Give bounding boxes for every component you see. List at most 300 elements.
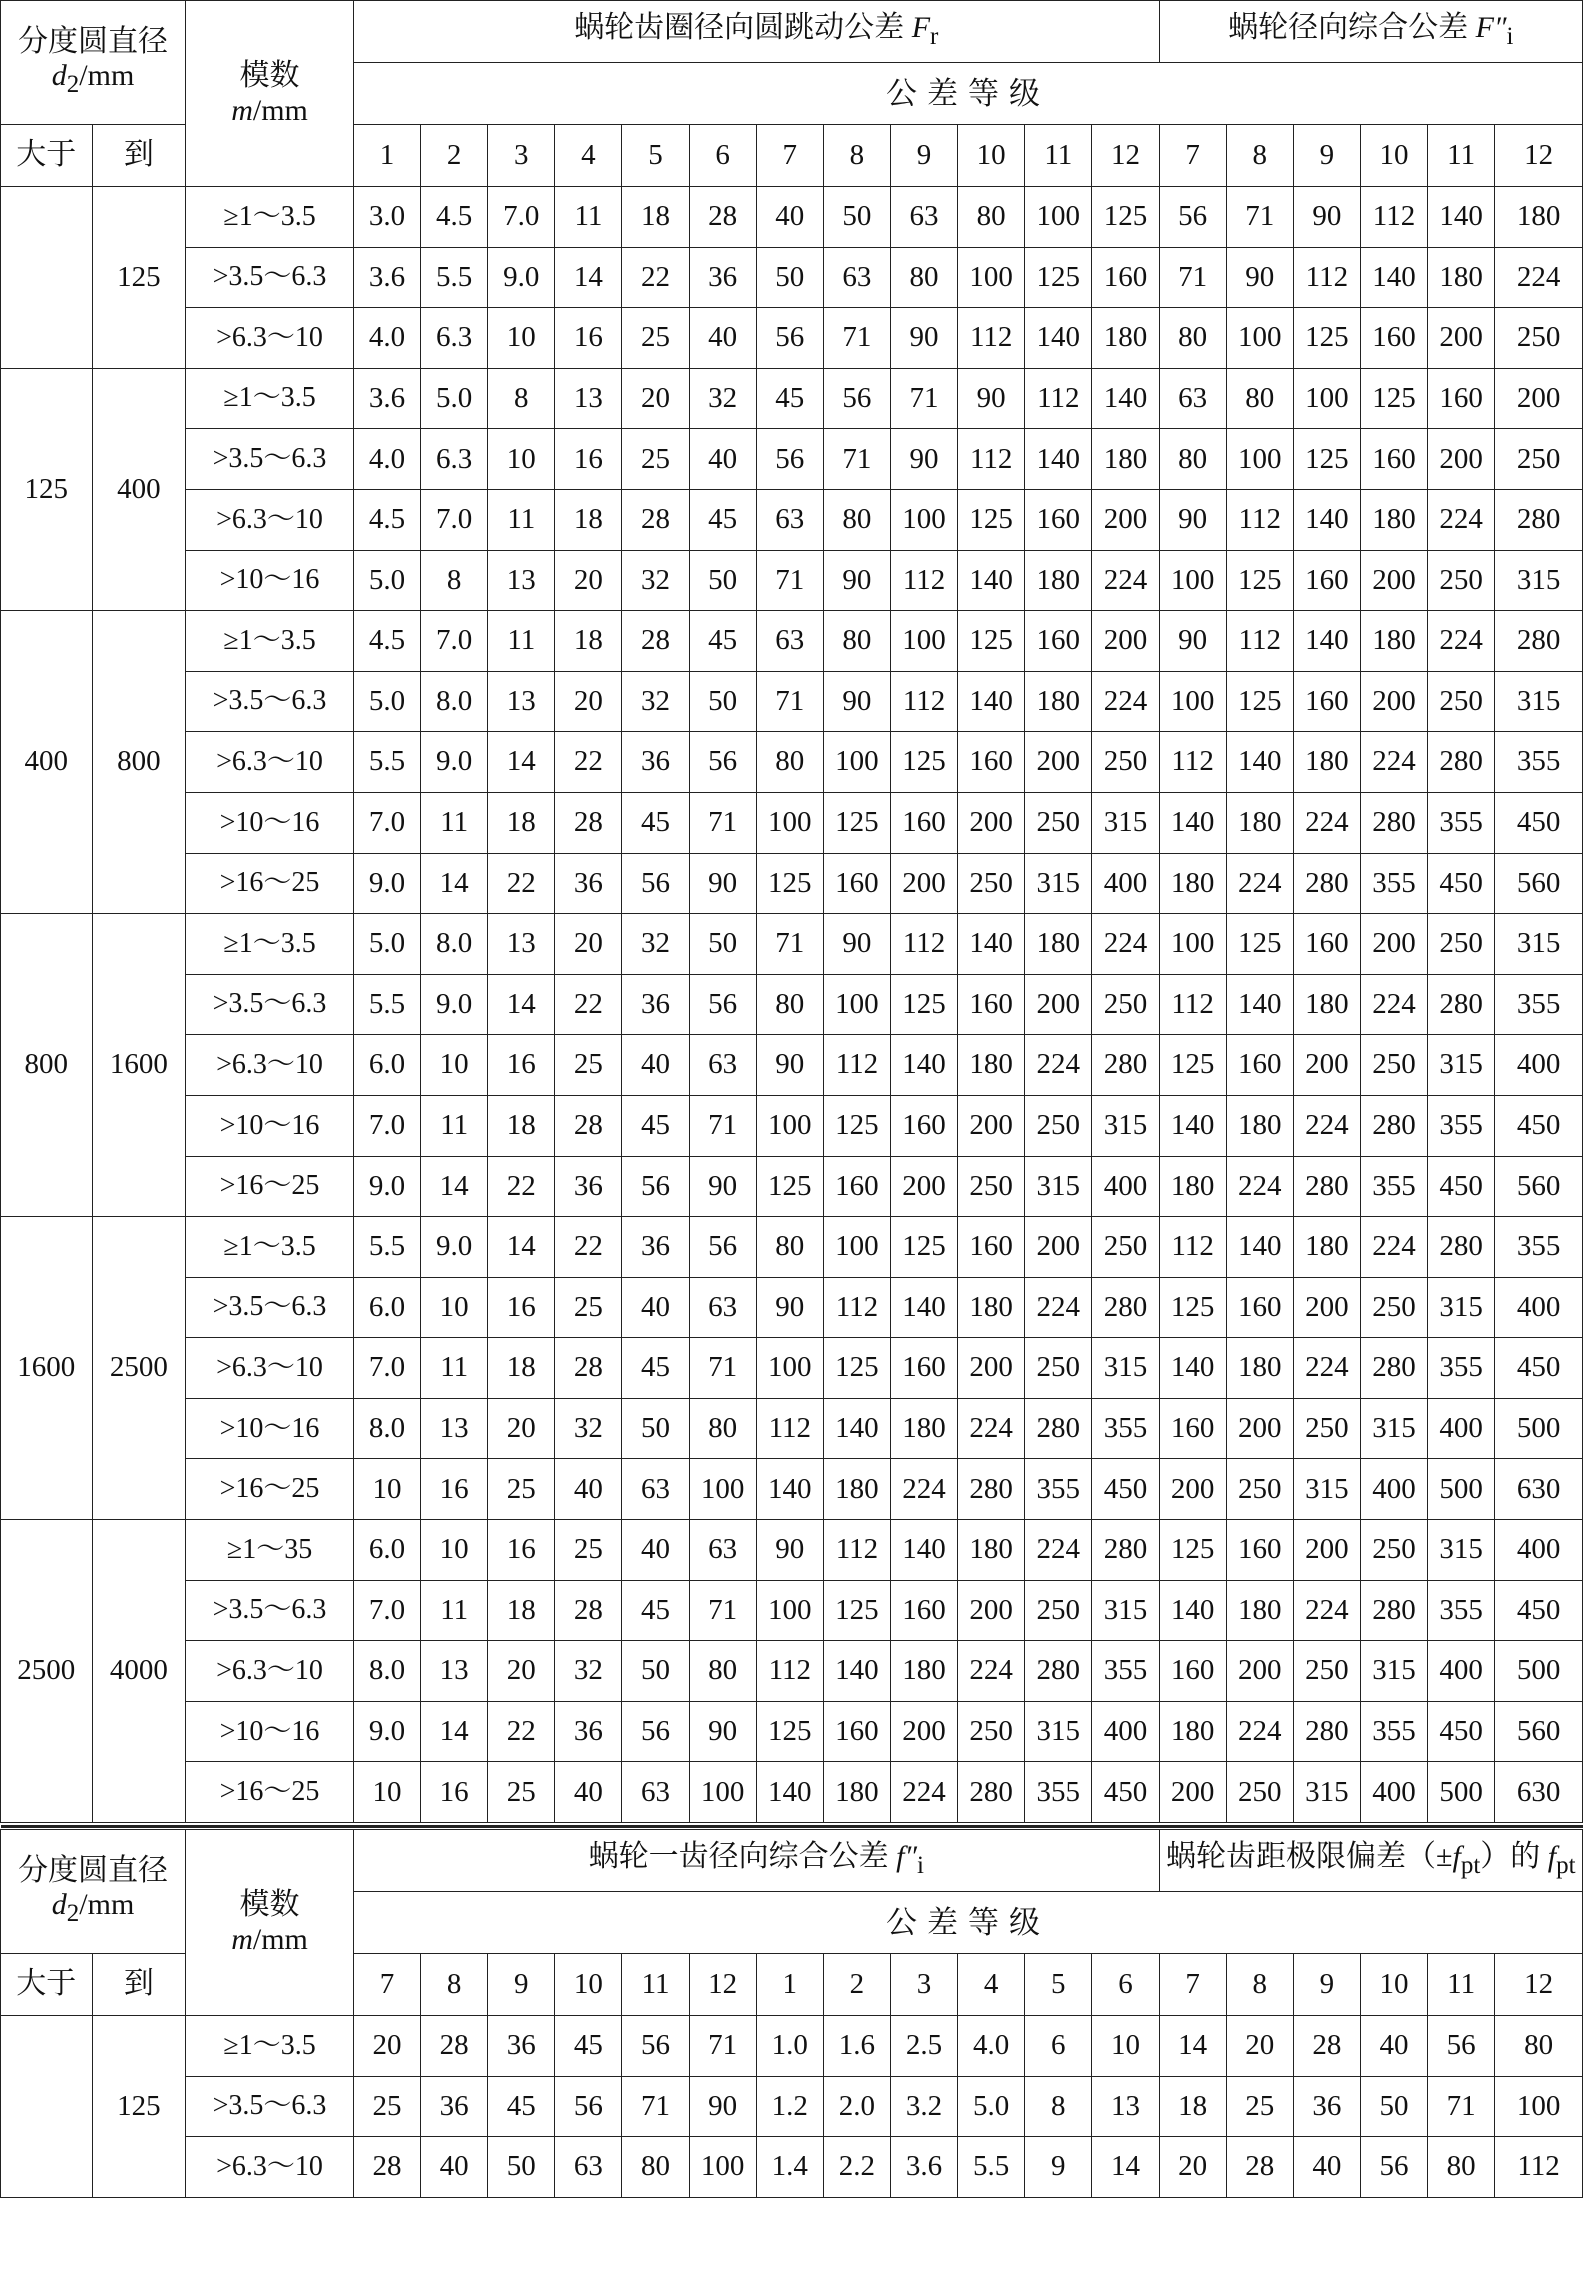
grade-column-9: 9 <box>1293 1954 1360 2016</box>
value-cell: 160 <box>1092 247 1159 308</box>
value-cell: 112 <box>756 1398 823 1459</box>
value-cell: 125 <box>958 489 1025 550</box>
value-cell: 13 <box>555 368 622 429</box>
value-cell: 100 <box>756 1580 823 1641</box>
grade-column-8: 8 <box>421 1954 488 2016</box>
value-cell: 20 <box>622 368 689 429</box>
value-cell: 160 <box>1293 671 1360 732</box>
value-cell: 40 <box>756 187 823 248</box>
value-cell: 250 <box>1428 550 1495 611</box>
group1-header <box>353 1830 1159 1892</box>
value-cell: 140 <box>1025 429 1092 490</box>
value-cell: 315 <box>1293 1762 1360 1823</box>
value-cell: 50 <box>488 2137 555 2198</box>
value-cell: 140 <box>1226 732 1293 793</box>
value-cell: 250 <box>1092 974 1159 1035</box>
value-cell: 280 <box>1092 1035 1159 1096</box>
value-cell: 160 <box>823 1156 890 1217</box>
value-cell: 355 <box>1025 1459 1092 1520</box>
value-cell: 200 <box>958 1095 1025 1156</box>
value-cell: 25 <box>1226 2076 1293 2137</box>
value-cell: 180 <box>958 1035 1025 1096</box>
value-cell: 40 <box>689 429 756 490</box>
value-cell: 10 <box>421 1035 488 1096</box>
value-cell: 180 <box>1226 792 1293 853</box>
value-cell: 400 <box>1495 1277 1583 1338</box>
value-cell: 63 <box>756 611 823 672</box>
value-cell: 280 <box>1360 1580 1427 1641</box>
diameter-over-cell: 125 <box>1 368 93 610</box>
to-header: 到 <box>92 125 186 187</box>
value-cell: 63 <box>689 1035 756 1096</box>
value-cell: 63 <box>689 1520 756 1581</box>
value-cell: 224 <box>1428 489 1495 550</box>
value-cell: 80 <box>756 974 823 1035</box>
module-cell: ≥1～3.5 <box>186 914 354 975</box>
grade-column-10: 10 <box>1360 1954 1427 2016</box>
diameter-to-cell: 4000 <box>92 1520 186 1823</box>
value-cell: 400 <box>1360 1762 1427 1823</box>
value-cell: 71 <box>756 914 823 975</box>
value-cell: 36 <box>689 247 756 308</box>
value-cell: 280 <box>1360 1338 1427 1399</box>
grade-column-9: 9 <box>890 125 957 187</box>
value-cell: 125 <box>1159 1277 1226 1338</box>
value-cell: 125 <box>1159 1520 1226 1581</box>
value-cell: 45 <box>689 611 756 672</box>
value-cell: 180 <box>823 1459 890 1520</box>
value-cell: 560 <box>1495 1701 1583 1762</box>
value-cell: 355 <box>1428 1580 1495 1641</box>
value-cell: 22 <box>555 1217 622 1278</box>
value-cell: 280 <box>1428 974 1495 1035</box>
grade-column-1: 1 <box>756 1954 823 2016</box>
grade-column-11: 11 <box>1428 1954 1495 2016</box>
value-cell: 90 <box>689 2076 756 2137</box>
module-cell: >3.5～6.3 <box>186 1277 354 1338</box>
value-cell: 8 <box>421 550 488 611</box>
table-row <box>1 611 1583 672</box>
value-cell: 315 <box>1025 1701 1092 1762</box>
value-cell: 36 <box>555 1156 622 1217</box>
grade-header: 公差等级 <box>353 1892 1582 1954</box>
value-cell: 180 <box>1293 732 1360 793</box>
module-cell: ≥1～3.5 <box>186 187 354 248</box>
grade-column-11: 11 <box>1428 125 1495 187</box>
value-cell: 315 <box>1495 550 1583 611</box>
group1-label: 蜗轮齿圈径向圆跳动公差 <box>574 11 912 45</box>
value-cell: 28 <box>689 187 756 248</box>
value-cell: 140 <box>1092 368 1159 429</box>
value-cell: 100 <box>756 792 823 853</box>
group1-symbol: F <box>911 11 931 45</box>
value-cell: 45 <box>488 2076 555 2137</box>
value-cell: 200 <box>1293 1277 1360 1338</box>
value-cell: 112 <box>890 550 957 611</box>
value-cell: 250 <box>958 853 1025 914</box>
value-cell: 14 <box>421 1156 488 1217</box>
value-cell: 50 <box>756 247 823 308</box>
value-cell: 13 <box>1092 2076 1159 2137</box>
module-cell: >3.5～6.3 <box>186 974 354 1035</box>
value-cell: 280 <box>1092 1520 1159 1581</box>
value-cell: 250 <box>1092 732 1159 793</box>
value-cell: 224 <box>1495 247 1583 308</box>
value-cell: 71 <box>689 1095 756 1156</box>
grade-column-5: 5 <box>622 125 689 187</box>
value-cell: 5.0 <box>958 2076 1025 2137</box>
value-cell: 36 <box>1293 2076 1360 2137</box>
value-cell: 25 <box>622 429 689 490</box>
value-cell: 5.5 <box>353 974 420 1035</box>
value-cell: 63 <box>689 1277 756 1338</box>
value-cell: 140 <box>1360 247 1427 308</box>
value-cell: 80 <box>1159 429 1226 490</box>
module-unit: /mm <box>252 93 308 127</box>
value-cell: 280 <box>958 1762 1025 1823</box>
value-cell: 11 <box>555 187 622 248</box>
value-cell: 100 <box>1293 368 1360 429</box>
value-cell: 1.6 <box>823 2016 890 2077</box>
value-cell: 4.0 <box>353 429 420 490</box>
value-cell: 56 <box>1428 2016 1495 2077</box>
value-cell: 500 <box>1495 1641 1583 1702</box>
value-cell: 2.2 <box>823 2137 890 2198</box>
value-cell: 28 <box>421 2016 488 2077</box>
value-cell: 25 <box>488 1459 555 1520</box>
grade-column-10: 10 <box>1360 125 1427 187</box>
group2-symbol-a: f <box>1452 1840 1461 1874</box>
value-cell: 160 <box>1159 1398 1226 1459</box>
value-cell: 100 <box>958 247 1025 308</box>
value-cell: 36 <box>622 732 689 793</box>
value-cell: 16 <box>421 1459 488 1520</box>
value-cell: 140 <box>1159 1580 1226 1641</box>
module-cell: >6.3～10 <box>186 2137 354 2198</box>
value-cell: 224 <box>1092 550 1159 611</box>
value-cell: 25 <box>353 2076 420 2137</box>
value-cell: 180 <box>1428 247 1495 308</box>
value-cell: 224 <box>1025 1520 1092 1581</box>
value-cell: 100 <box>689 1459 756 1520</box>
value-cell: 1.2 <box>756 2076 823 2137</box>
value-cell: 11 <box>488 489 555 550</box>
value-cell: 40 <box>1360 2016 1427 2077</box>
value-cell: 224 <box>1226 1701 1293 1762</box>
value-cell: 200 <box>1495 368 1583 429</box>
value-cell: 140 <box>756 1459 823 1520</box>
value-cell: 315 <box>1025 853 1092 914</box>
value-cell: 7.0 <box>353 792 420 853</box>
grade-column-3: 3 <box>488 125 555 187</box>
grade-column-7: 7 <box>1159 1954 1226 2016</box>
value-cell: 32 <box>689 368 756 429</box>
value-cell: 400 <box>1092 1701 1159 1762</box>
value-cell: 280 <box>1360 1095 1427 1156</box>
value-cell: 40 <box>1293 2137 1360 2198</box>
value-cell: 250 <box>1226 1459 1293 1520</box>
table-row <box>1 1520 1583 1581</box>
value-cell: 180 <box>1226 1095 1293 1156</box>
value-cell: 100 <box>756 1338 823 1399</box>
value-cell: 20 <box>555 671 622 732</box>
module-cell: >3.5～6.3 <box>186 2076 354 2137</box>
value-cell: 28 <box>555 792 622 853</box>
module-unit-line <box>186 94 353 129</box>
value-cell: 100 <box>1159 671 1226 732</box>
module-cell: ≥1～35 <box>186 1520 354 1581</box>
value-cell: 80 <box>823 489 890 550</box>
value-cell: 125 <box>890 732 957 793</box>
grade-header: 公差等级 <box>353 63 1582 125</box>
value-cell: 11 <box>488 611 555 672</box>
value-cell: 80 <box>823 611 890 672</box>
value-cell: 200 <box>1293 1520 1360 1581</box>
table-separator <box>1 1823 1583 1830</box>
value-cell: 200 <box>958 1338 1025 1399</box>
value-cell: 160 <box>1293 550 1360 611</box>
value-cell: 100 <box>890 611 957 672</box>
value-cell: 140 <box>1159 1338 1226 1399</box>
table-row <box>1 1217 1583 1278</box>
value-cell: 180 <box>1092 308 1159 369</box>
value-cell: 3.0 <box>353 187 420 248</box>
value-cell: 6.0 <box>353 1520 420 1581</box>
value-cell: 56 <box>689 1217 756 1278</box>
diameter-to-cell: 800 <box>92 611 186 914</box>
diameter-over-cell <box>1 187 93 369</box>
value-cell: 32 <box>622 914 689 975</box>
value-cell: 25 <box>555 1520 622 1581</box>
value-cell: 125 <box>1226 550 1293 611</box>
value-cell: 45 <box>622 1580 689 1641</box>
value-cell: 100 <box>689 1762 756 1823</box>
value-cell: 80 <box>958 187 1025 248</box>
value-cell: 125 <box>890 1217 957 1278</box>
value-cell: 400 <box>1092 1156 1159 1217</box>
value-cell: 63 <box>890 187 957 248</box>
value-cell: 11 <box>421 1338 488 1399</box>
value-cell: 112 <box>1293 247 1360 308</box>
value-cell: 40 <box>555 1459 622 1520</box>
grade-column-10: 10 <box>555 1954 622 2016</box>
value-cell: 4.0 <box>353 308 420 369</box>
value-cell: 40 <box>622 1520 689 1581</box>
value-cell: 450 <box>1092 1762 1159 1823</box>
diameter-to-cell: 1600 <box>92 914 186 1217</box>
value-cell: 224 <box>1360 974 1427 1035</box>
value-cell: 280 <box>1495 489 1583 550</box>
value-cell: 11 <box>421 1580 488 1641</box>
module-unit-line <box>186 1923 353 1958</box>
grade-column-8: 8 <box>1226 1954 1293 2016</box>
value-cell: 9.0 <box>353 1156 420 1217</box>
value-cell: 315 <box>1293 1459 1360 1520</box>
value-cell: 224 <box>890 1459 957 1520</box>
value-cell: 40 <box>689 308 756 369</box>
value-cell: 40 <box>421 2137 488 2198</box>
module-cell: >3.5～6.3 <box>186 247 354 308</box>
value-cell: 100 <box>1226 308 1293 369</box>
value-cell: 200 <box>1159 1762 1226 1823</box>
value-cell: 80 <box>1428 2137 1495 2198</box>
value-cell: 180 <box>958 1520 1025 1581</box>
value-cell: 16 <box>488 1520 555 1581</box>
value-cell: 315 <box>1428 1277 1495 1338</box>
value-cell: 10 <box>353 1459 420 1520</box>
value-cell: 71 <box>823 429 890 490</box>
value-cell: 90 <box>890 308 957 369</box>
value-cell: 3.6 <box>353 247 420 308</box>
value-cell: 3.2 <box>890 2076 957 2137</box>
table-row <box>1 1035 1583 1096</box>
value-cell: 25 <box>555 1035 622 1096</box>
module-cell: >10～16 <box>186 792 354 853</box>
group1-label: 蜗轮一齿径向综合公差 <box>588 1840 897 1874</box>
value-cell: 355 <box>1360 1701 1427 1762</box>
module-symbol: m <box>231 1922 253 1956</box>
value-cell: 180 <box>1159 853 1226 914</box>
value-cell: 56 <box>622 853 689 914</box>
value-cell: 100 <box>823 1217 890 1278</box>
value-cell: 28 <box>1226 2137 1293 2198</box>
table-row <box>1 671 1583 732</box>
value-cell: 10 <box>421 1520 488 1581</box>
value-cell: 280 <box>1092 1277 1159 1338</box>
value-cell: 180 <box>1226 1580 1293 1641</box>
value-cell: 80 <box>756 732 823 793</box>
value-cell: 224 <box>1293 1580 1360 1641</box>
value-cell: 200 <box>1025 974 1092 1035</box>
diameter-to-cell: 400 <box>92 368 186 610</box>
value-cell: 315 <box>1092 1095 1159 1156</box>
value-cell: 14 <box>488 1217 555 1278</box>
value-cell: 9.0 <box>421 732 488 793</box>
value-cell: 140 <box>1226 974 1293 1035</box>
value-cell: 125 <box>958 611 1025 672</box>
value-cell: 125 <box>1159 1035 1226 1096</box>
value-cell: 112 <box>958 308 1025 369</box>
value-cell: 25 <box>488 1762 555 1823</box>
value-cell: 18 <box>488 1338 555 1399</box>
value-cell: 125 <box>1293 429 1360 490</box>
table-row <box>1 853 1583 914</box>
module-cell: >3.5～6.3 <box>186 671 354 732</box>
value-cell: 280 <box>1428 732 1495 793</box>
value-cell: 500 <box>1428 1459 1495 1520</box>
value-cell: 16 <box>488 1035 555 1096</box>
grade-column-7: 7 <box>1159 125 1226 187</box>
value-cell: 125 <box>823 792 890 853</box>
group2-label: 蜗轮径向综合公差 <box>1228 11 1476 45</box>
group2-label-prefix: 蜗轮齿距极限偏差（± <box>1166 1840 1453 1874</box>
value-cell: 9.0 <box>421 1217 488 1278</box>
value-cell: 250 <box>1360 1520 1427 1581</box>
value-cell: 315 <box>1428 1520 1495 1581</box>
value-cell: 90 <box>689 853 756 914</box>
value-cell: 200 <box>1092 489 1159 550</box>
value-cell: 14 <box>488 732 555 793</box>
value-cell: 630 <box>1495 1459 1583 1520</box>
value-cell: 140 <box>1226 1217 1293 1278</box>
value-cell: 125 <box>823 1095 890 1156</box>
value-cell: 280 <box>1495 611 1583 672</box>
value-cell: 63 <box>555 2137 622 2198</box>
value-cell: 56 <box>555 2076 622 2137</box>
value-cell: 28 <box>555 1580 622 1641</box>
value-cell: 5.5 <box>353 732 420 793</box>
value-cell: 71 <box>1428 2076 1495 2137</box>
table-row <box>1 1095 1583 1156</box>
value-cell: 45 <box>555 2016 622 2077</box>
to-header: 到 <box>92 1954 186 2016</box>
value-cell: 250 <box>1226 1762 1293 1823</box>
group2-header <box>1159 1 1582 63</box>
diameter-unit: /mm <box>79 1888 135 1922</box>
value-cell: 160 <box>1293 914 1360 975</box>
value-cell: 71 <box>689 2016 756 2077</box>
value-cell: 90 <box>823 914 890 975</box>
value-cell: 280 <box>1293 1701 1360 1762</box>
value-cell: 90 <box>1159 489 1226 550</box>
value-cell: 25 <box>555 1277 622 1338</box>
value-cell: 200 <box>890 853 957 914</box>
diameter-subscript: 2 <box>66 1900 80 1928</box>
value-cell: 500 <box>1495 1398 1583 1459</box>
value-cell: 71 <box>689 792 756 853</box>
value-cell: 40 <box>622 1035 689 1096</box>
value-cell: 45 <box>622 1095 689 1156</box>
value-cell: 112 <box>958 429 1025 490</box>
value-cell: 80 <box>1495 2016 1583 2077</box>
value-cell: 5.5 <box>421 247 488 308</box>
group2-label-middle: ）的 <box>1480 1840 1548 1874</box>
value-cell: 100 <box>689 2137 756 2198</box>
value-cell: 28 <box>353 2137 420 2198</box>
value-cell: 200 <box>1159 1459 1226 1520</box>
value-cell: 63 <box>823 247 890 308</box>
grade-column-1: 1 <box>353 125 420 187</box>
value-cell: 224 <box>1293 792 1360 853</box>
value-cell: 140 <box>1293 611 1360 672</box>
value-cell: 200 <box>958 792 1025 853</box>
diameter-symbol: d <box>51 1888 67 1922</box>
value-cell: 71 <box>756 671 823 732</box>
grade-column-10: 10 <box>958 125 1025 187</box>
value-cell: 140 <box>1159 1095 1226 1156</box>
value-cell: 13 <box>421 1398 488 1459</box>
value-cell: 8.0 <box>421 671 488 732</box>
value-cell: 56 <box>1360 2137 1427 2198</box>
value-cell: 160 <box>1159 1641 1226 1702</box>
value-cell: 7.0 <box>421 611 488 672</box>
value-cell: 112 <box>1226 489 1293 550</box>
value-cell: 250 <box>1360 1277 1427 1338</box>
grade-column-4: 4 <box>958 1954 1025 2016</box>
value-cell: 9 <box>1025 2137 1092 2198</box>
value-cell: 71 <box>689 1338 756 1399</box>
value-cell: 180 <box>1293 1217 1360 1278</box>
diameter-unit-line <box>1 1888 185 1929</box>
over-header: 大于 <box>1 125 93 187</box>
value-cell: 18 <box>488 1580 555 1641</box>
value-cell: 125 <box>1293 308 1360 369</box>
value-cell: 20 <box>555 550 622 611</box>
value-cell: 32 <box>555 1641 622 1702</box>
value-cell: 160 <box>1226 1520 1293 1581</box>
value-cell: 28 <box>1293 2016 1360 2077</box>
value-cell: 4.0 <box>958 2016 1025 2077</box>
